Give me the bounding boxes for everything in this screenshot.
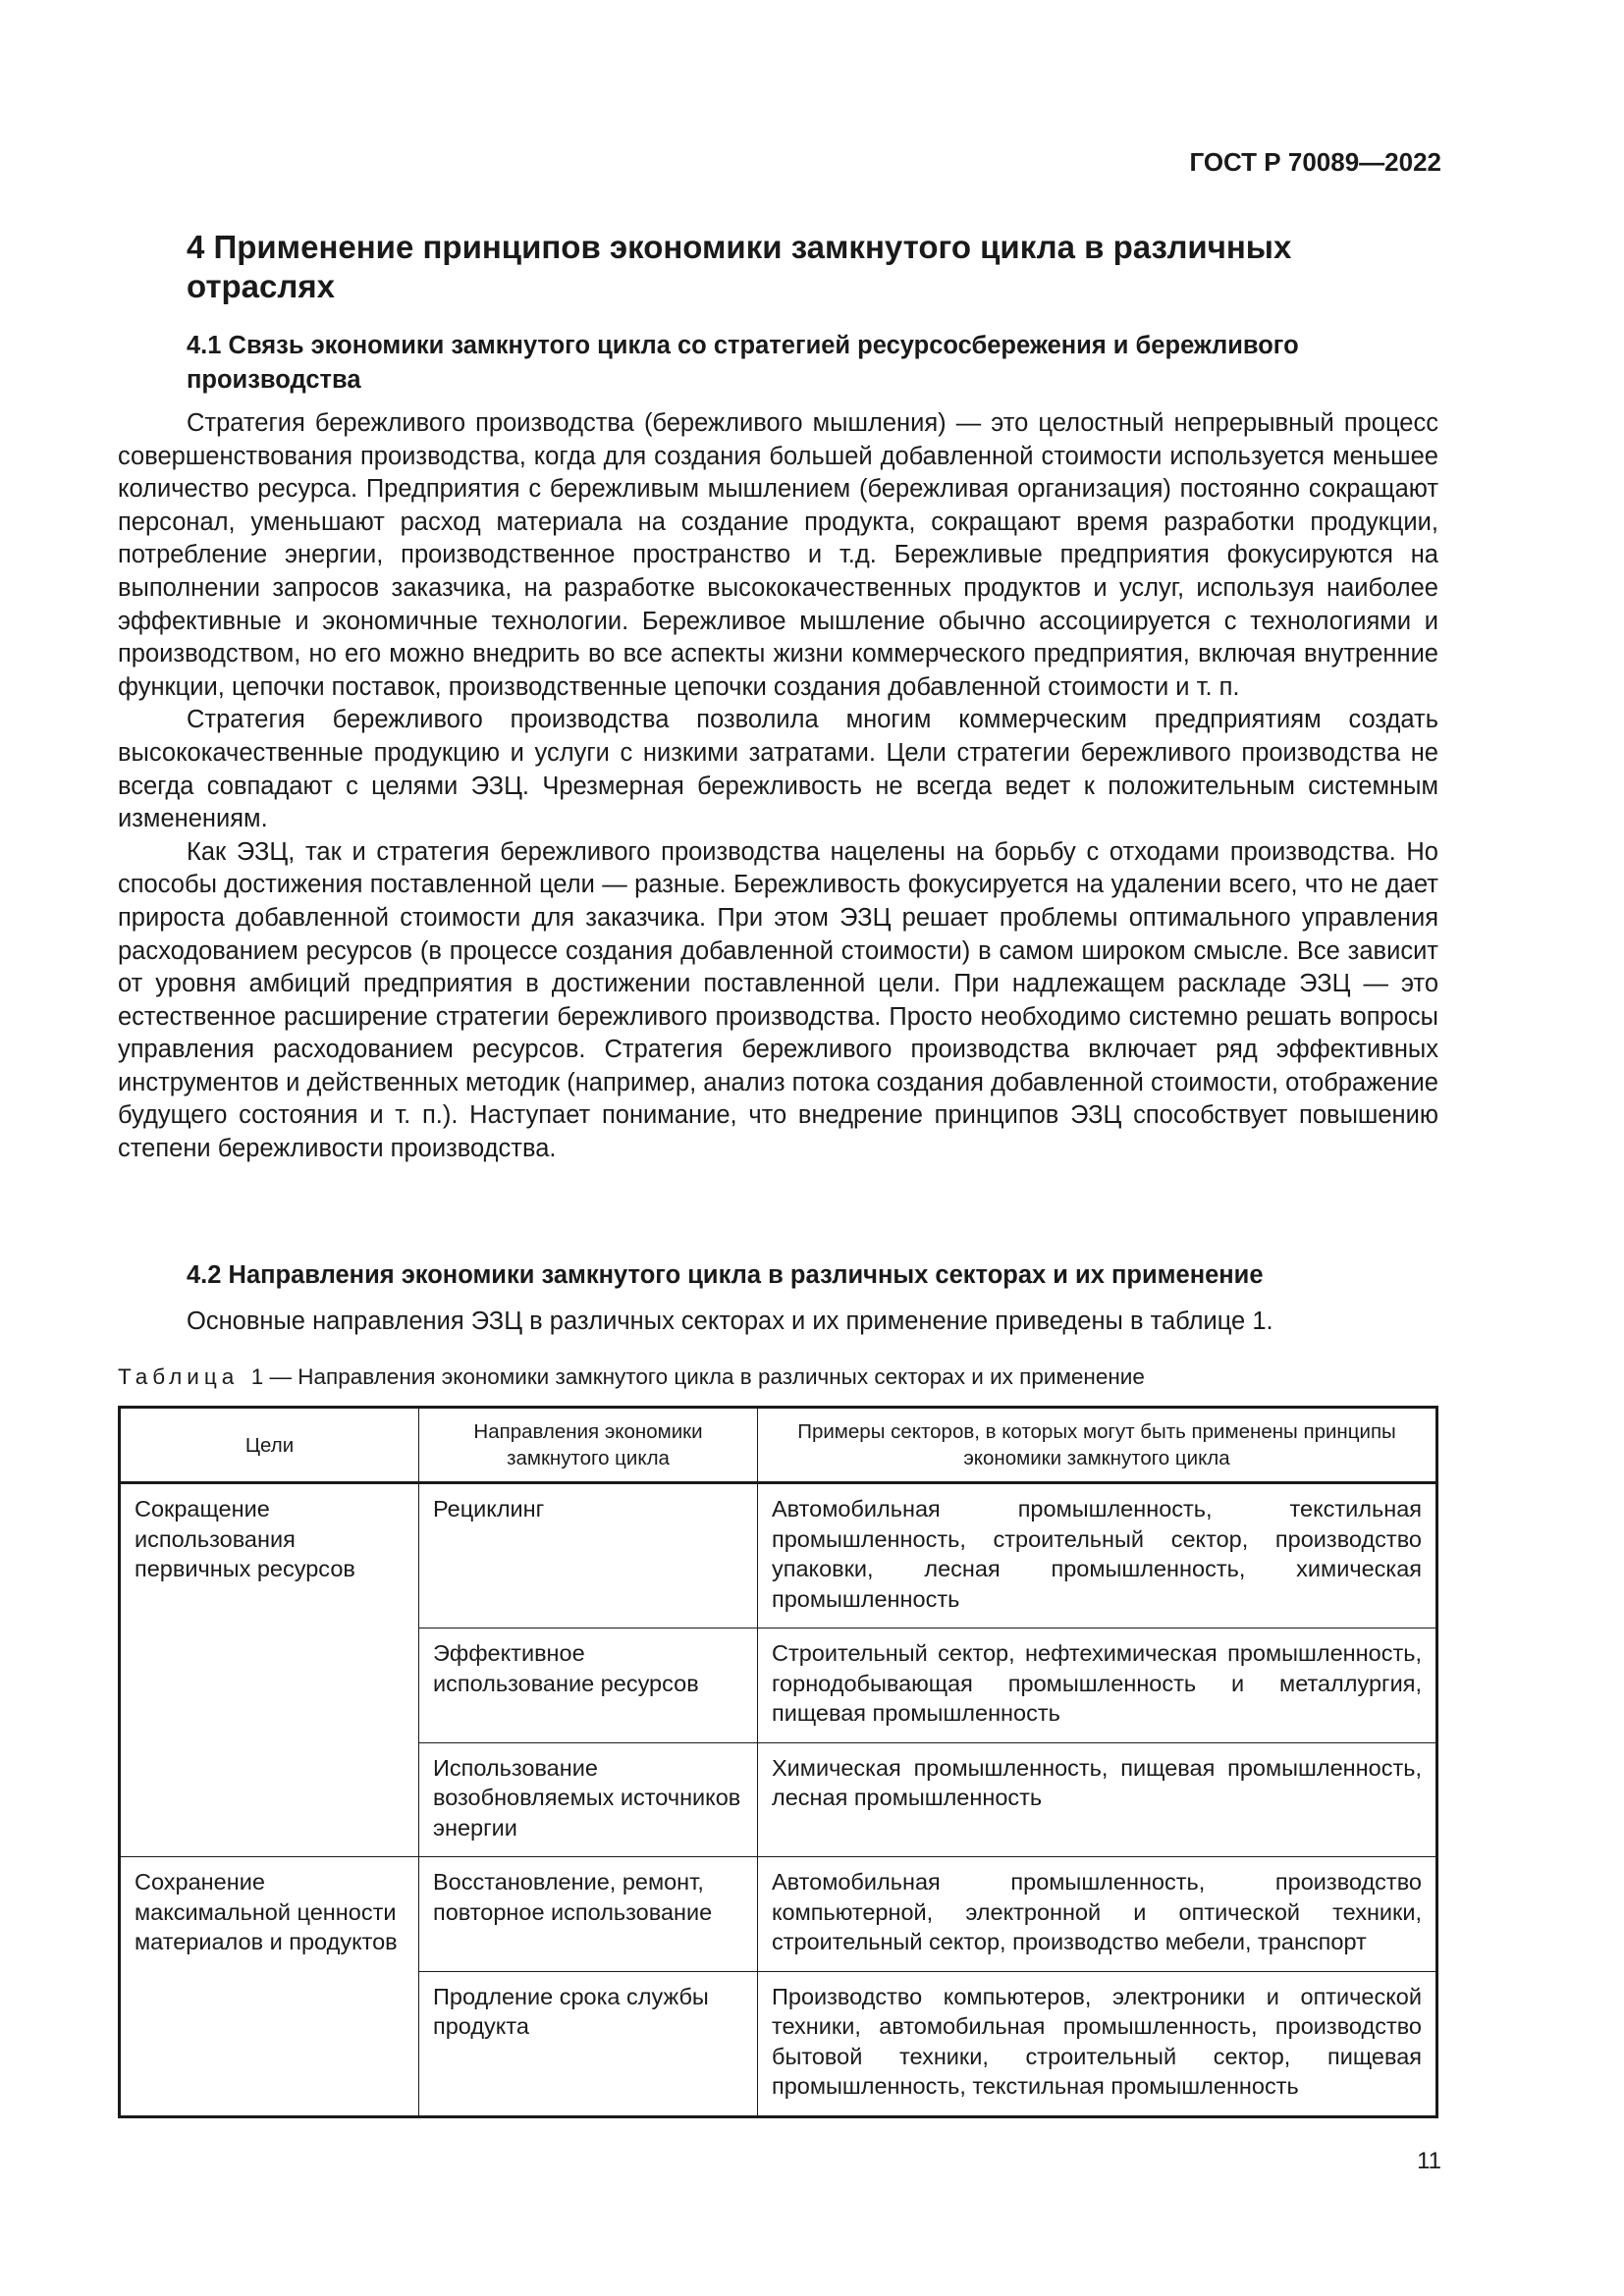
examples-cell: Производство компьютеров, электроники и оптической техники, автомобильная промышленность, производство бытовой техники, строительный сектор, пищевая промышленность, текстильная промышленность	[758, 1971, 1437, 2116]
table-row	[120, 1857, 1437, 1972]
section-4-2-intro	[118, 1306, 1438, 1339]
table-caption	[118, 1364, 1145, 1390]
goal-cell: Сокращение использования первичных ресурсов	[120, 1483, 419, 1857]
paragraph: Основные направления ЭЗЦ в различных секторах и их применение приведены в таблице 1.	[187, 1308, 1273, 1335]
examples-cell: Строительный сектор, нефтехимическая промышленность, горнодобывающая промышленность и металлургия, пищевая промышленность	[758, 1629, 1437, 1743]
paragraph: Как ЭЗЦ, так и стратегия бережливого производства нацелены на борьбу с отходами производства. Но способы достижения поставленной цели — разные. Бережливость фокусируется на удалении всего, что не дает прироста добавленной стоимости для заказчика. При этом ЭЗЦ решает проблемы оптимального управления расходованием ресурсов (в процессе создания добавленной стоимости) в самом широком смысле. Все зависит от уровня амбиций предприятия в достижении поставленной цели. При надлежащем раскладе ЭЗЦ — это естественное расширение стратегии бережливого производства. Просто необходимо системно решать вопросы управления расходованием ресурсов. Стратегия бережливого производства включает ряд эффективных инструментов и действенных методик (например, анализ потока создания добавленной стоимости, отображение будущего состояния и т. п.). Наступает понимание, что внедрение принципов ЭЗЦ способствует повышению степени бережливости производства.	[118, 837, 1438, 1163]
paragraph: Стратегия бережливого производства (бережливого мышления) — это целостный непрерывный процесс совершенствования производства, когда для создания большей добавленной стоимости используется меньшее количество ресурса. Предприятия с бережливым мышлением (бережливая организация) постоянно сокращают персонал, уменьшают расход материала на создание продукта, сокращают время разработки продукции, потребление энергии, производственное пространство и т.д. Бережливые предприятия фокусируются на выполнении запросов заказчика, на разработке высококачественных продуктов и услуг, используя наиболее эффективные и экономичные технологии. Бережливое мышление обычно ассоциируется с технологиями и производством, но его можно внедрить во все аспекты жизни коммерческого предприятия, включая внутренние функции, цепочки поставок, производственные цепочки создания добавленной стоимости и т. п.	[118, 409, 1438, 701]
examples-cell: Химическая промышленность, пищевая промышленность, лесная промышленность	[758, 1742, 1437, 1857]
table-header-row	[120, 1408, 1437, 1483]
table-row	[120, 1483, 1437, 1629]
table-1	[118, 1406, 1438, 2118]
paragraph: Стратегия бережливого производства позволила многим коммерческим предприятиям создать высококачественные продукцию и услуги с низкими затратами. Цели стратегии бережливого производства не всегда совпадают с целями ЭЗЦ. Чрезмерная бережливость не всегда ведет к положительным системным изменениям.	[118, 706, 1438, 833]
direction-cell: Эффективное использование ресурсов	[419, 1629, 758, 1743]
header-examples: Примеры секторов, в которых могут быть применены принципы экономики замкнутого цикла	[758, 1408, 1437, 1483]
document-code: ГОСТ Р 70089—2022	[1189, 147, 1441, 177]
header-directions: Направления экономики замкнутого цикла	[419, 1408, 758, 1483]
goal-cell: Сохранение максимальной ценности материалов и продуктов	[120, 1857, 419, 2117]
section-4-title: 4 Применение принципов экономики замкнутого цикла в различных отраслях	[187, 229, 1292, 304]
table-caption-label: Таблица	[118, 1364, 240, 1389]
examples-cell: Автомобильная промышленность, текстильная промышленность, строительный сектор, производство упаковки, лесная промышленность, химическая промышленность	[758, 1483, 1437, 1629]
table-caption-text: 1 — Направления экономики замкнутого цикла в различных секторах и их применение	[250, 1364, 1145, 1389]
page-number: 11	[1417, 2148, 1441, 2174]
direction-cell: Продление срока службы продукта	[419, 1971, 758, 2116]
direction-cell: Рециклинг	[419, 1483, 758, 1629]
direction-cell: Использование возобновляемых источников энергии	[419, 1742, 758, 1857]
header-goals: Цели	[120, 1408, 419, 1483]
section-4-1-body	[118, 407, 1438, 1166]
section-4-2-title: 4.2 Направления экономики замкнутого цикла в различных секторах и их применение	[187, 1261, 1264, 1289]
examples-cell: Автомобильная промышленность, производство компьютерной, электронной и оптической техники, строительный сектор, производство мебели, транспорт	[758, 1857, 1437, 1972]
section-4-1-title: 4.1 Связь экономики замкнутого цикла со стратегией ресурсосбережения и бережливого производства	[187, 332, 1299, 394]
direction-cell: Восстановление, ремонт, повторное использование	[419, 1857, 758, 1972]
